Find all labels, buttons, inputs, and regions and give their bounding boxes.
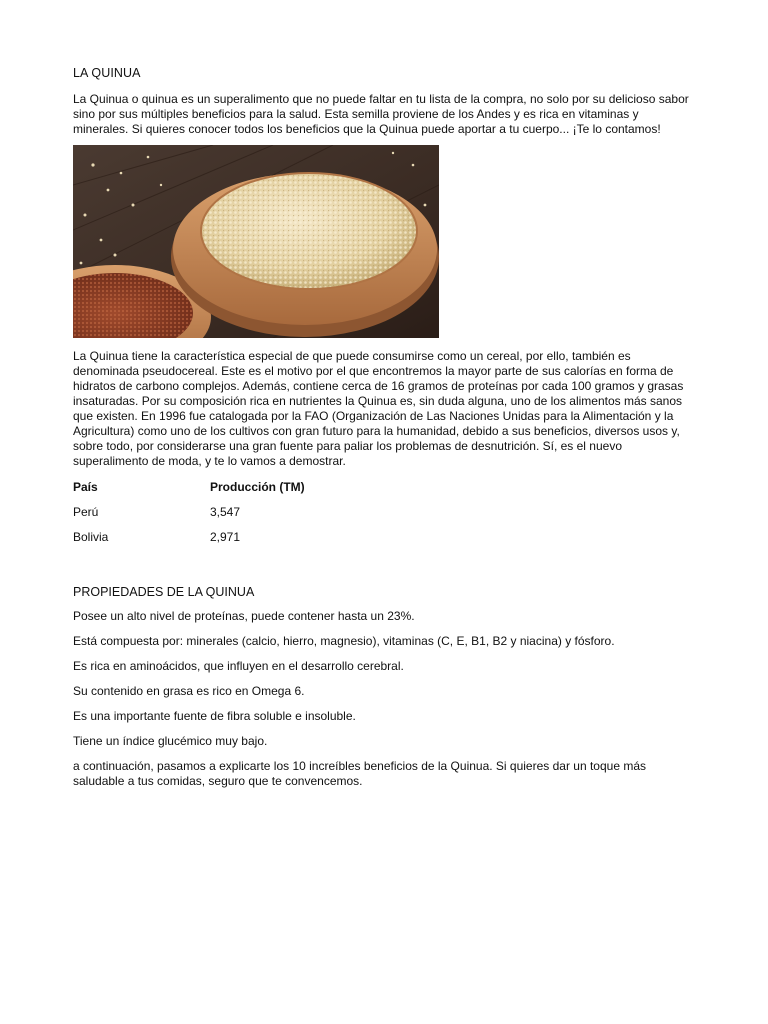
section-title: PROPIEDADES DE LA QUINUA [73,585,255,599]
table-row [73,505,433,530]
table-header-country: País [73,480,98,494]
property-item: Está compuesta por: minerales (calcio, hierro, magnesio), vitaminas (C, E, B1, B2 y niacina) y fósforo. [73,634,615,648]
table-header-production: Producción (TM) [210,480,305,494]
table-row [73,530,433,555]
intro-paragraph: La Quinua o quinua es un superalimento que no puede faltar en tu lista de la compra, no solo por su delicioso sabor sino por sus múltiples beneficios para la salud. Esta semilla proviene de los Andes y es rica en vitaminas y minerales. Si quieres conocer todos los beneficios que la Quinua puede aportar a tu cuerpo... ¡Te lo contamos! [73,92,689,136]
table-cell-country: Perú [73,505,99,519]
property-item: Posee un alto nivel de proteínas, puede contener hasta un 23%. [73,609,415,623]
document-title: LA QUINUA [73,66,141,80]
property-item: Su contenido en grasa es rico en Omega 6. [73,684,305,698]
table-cell-production: 3,547 [210,505,241,519]
closing-paragraph: a continuación, pasamos a explicarte los 10 increíbles beneficios de la Quinua. Si quieres dar un toque más saludable a tus comidas, seguro que te convencemos. [73,759,647,788]
property-item: Tiene un índice glucémico muy bajo. [73,734,268,748]
table-header-row [73,480,433,505]
production-table [73,480,433,555]
description-paragraph: La Quinua tiene la característica especial de que puede consumirse como un cereal, por ello, también es denominada pseudocereal. Este es el motivo por el que encontremos la mayor parte de sus calorías en forma de hidratos de carbono complejos. Además, contiene cerca de 16 gramos de proteínas por cada 100 gramos y grasas insaturadas. Por su composición rica en nutrientes la Quinua es, sin duda alguna, uno de los alimentos más sanos que existen. En 1996 fue catalogada por la FAO (Organización de Las Naciones Unidas para la Alimentación y la Agricultura) como uno de los cultivos con gran futuro para la humanidad, debido a sus beneficios, diversos usos y, sobre todo, por considerarse una gran fuente para paliar los problemas de desnutrición. Sí, es el nuevo superalimento de moda, y te lo vamos a demostrar. [73,349,684,468]
property-item: Es rica en aminoácidos, que influyen en el desarrollo cerebral. [73,659,404,673]
quinoa-photo [73,145,439,338]
property-item: Es una importante fuente de fibra soluble e insoluble. [73,709,356,723]
table-cell-production: 2,971 [210,530,241,544]
document-content [73,66,697,789]
table-cell-country: Bolivia [73,530,109,544]
